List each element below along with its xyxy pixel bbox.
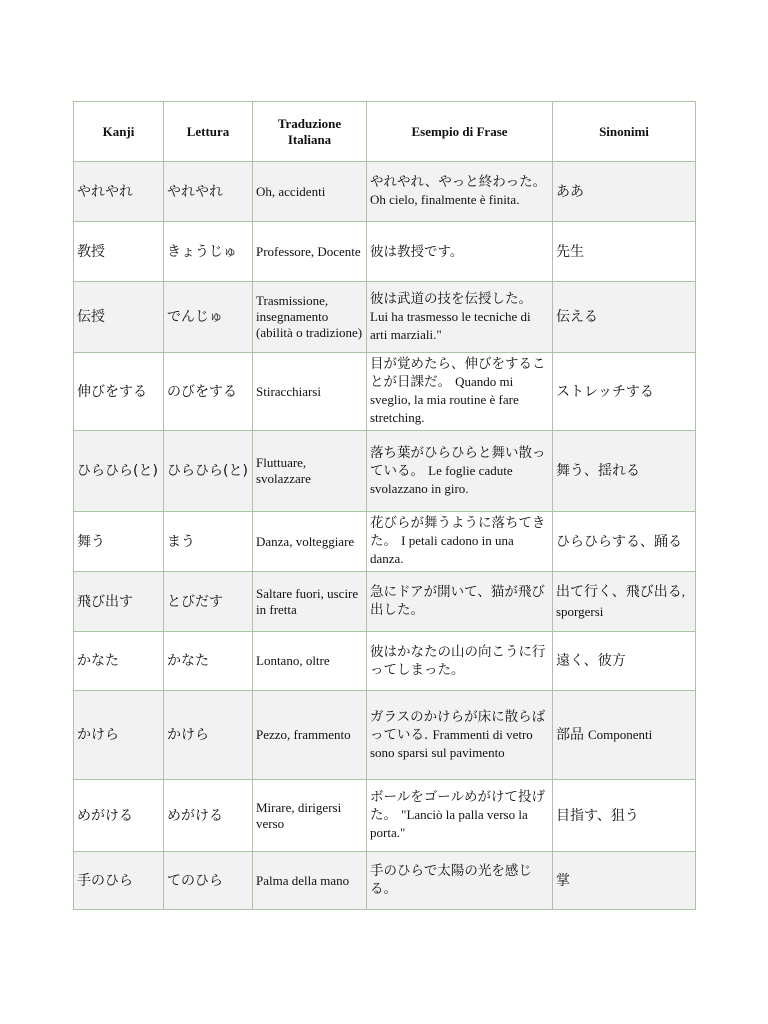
cell-traduzione — [253, 222, 367, 282]
cell-kanji — [74, 162, 164, 222]
esempio-jp-text: ボールをゴールめがけて投げた。 — [370, 789, 545, 823]
lettura-text: とびだす — [167, 593, 223, 610]
cell-lettura — [164, 632, 253, 691]
traduzione-text: Danza, volteggiare — [256, 533, 355, 549]
cell-lettura — [164, 852, 253, 910]
cell-esempio — [367, 852, 553, 910]
kanji-text: 伝授 — [77, 309, 105, 325]
cell-kanji — [74, 691, 164, 780]
kanji-text: 手のひら — [77, 872, 133, 889]
cell-sinonimi — [553, 431, 696, 512]
table-row — [74, 780, 696, 852]
table-row — [74, 852, 696, 910]
cell-traduzione — [253, 852, 367, 910]
cell-esempio — [367, 222, 553, 282]
cell-traduzione — [253, 431, 367, 512]
esempio-jp-text: 落ち葉がひらひらと舞い散っている。 — [370, 444, 546, 479]
traduzione-text: Professore, Docente — [256, 243, 361, 259]
table-row — [74, 162, 696, 222]
cell-kanji — [74, 222, 164, 282]
esempio-jp-text: 花びらが舞うように落ちてきた。 — [370, 515, 546, 549]
cell-traduzione — [253, 282, 367, 353]
cell-kanji — [74, 572, 164, 632]
cell-traduzione — [253, 162, 367, 222]
table-row — [74, 431, 696, 512]
cell-lettura — [164, 691, 253, 780]
esempio-it-text: I petali cadono in una danza. — [370, 533, 514, 566]
esempio-jp-text: 急にドアが開いて、猫が飛び出した。 — [370, 584, 545, 618]
table-row — [74, 572, 696, 632]
esempio-it-text: Le foglie cadute svolazzano in giro. — [370, 462, 513, 496]
cell-esempio — [367, 780, 553, 852]
cell-traduzione — [253, 632, 367, 691]
traduzione-text: Stiracchiarsi — [256, 383, 321, 399]
traduzione-text: Fluttuare, svolazzare — [256, 455, 311, 486]
cell-lettura — [164, 162, 253, 222]
sinonimi-jp-text: ひらひらする、踊る — [556, 533, 682, 550]
sinonimi-jp-text: ストレッチする — [556, 383, 654, 400]
vocabulary-table — [73, 101, 696, 910]
esempio-it-text: Lui ha trasmesso le tecniche di arti marziali." — [370, 308, 531, 342]
cell-esempio — [367, 512, 553, 572]
cell-sinonimi — [553, 780, 696, 852]
sinonimi-jp-text: 舞う、揺れる — [556, 463, 640, 479]
table-row — [74, 222, 696, 282]
kanji-text: やれやれ — [77, 183, 133, 200]
sinonimi-jp-text: 遠く、彼方 — [556, 653, 626, 669]
table-body — [74, 162, 696, 910]
header-sinonimi: Sinonimi — [553, 102, 696, 162]
kanji-text: 教授 — [77, 243, 105, 260]
esempio-jp-text: 手のひらで太陽の光を感じる。 — [370, 863, 532, 897]
table-row — [74, 512, 696, 572]
table-row — [74, 691, 696, 780]
lettura-text: かなた — [167, 653, 209, 669]
sinonimi-it-text: Componenti — [588, 727, 653, 742]
header-lettura: Lettura — [164, 102, 253, 162]
traduzione-text: Oh, accidenti — [256, 183, 326, 199]
kanji-text: かなた — [77, 653, 119, 669]
lettura-text: てのひら — [167, 872, 223, 889]
cell-sinonimi — [553, 691, 696, 780]
cell-lettura — [164, 353, 253, 431]
cell-lettura — [164, 222, 253, 282]
header-esempio: Esempio di Frase — [367, 102, 553, 162]
sinonimi-jp-text: 先生 — [556, 243, 584, 260]
table-row — [74, 353, 696, 431]
sinonimi-jp-text: 掌 — [556, 872, 570, 889]
esempio-jp-text: ガラスのかけらが床に散らばっている. — [370, 708, 546, 743]
traduzione-text: Pezzo, frammento — [256, 727, 351, 742]
traduzione-text: Lontano, oltre — [256, 653, 330, 668]
cell-kanji — [74, 282, 164, 353]
cell-traduzione — [253, 691, 367, 780]
cell-sinonimi — [553, 162, 696, 222]
esempio-it-text: Quando mi sveglio, la mia routine è fare stretching. — [370, 374, 519, 425]
lettura-text: まう — [167, 533, 195, 550]
cell-esempio — [367, 572, 553, 632]
sinonimi-it-text: , sporgersi — [556, 583, 685, 619]
cell-kanji — [74, 632, 164, 691]
header-traduzione: Traduzione Italiana — [253, 102, 367, 162]
kanji-text: 飛び出す — [77, 593, 133, 610]
sinonimi-jp-text: 出て行く、飛び出る — [556, 583, 682, 600]
cell-lettura — [164, 572, 253, 632]
sinonimi-jp-text: 部品 — [556, 727, 584, 743]
traduzione-text: Mirare, dirigersi verso — [256, 799, 342, 831]
cell-esempio — [367, 353, 553, 431]
traduzione-text: Saltare fuori, uscire in fretta — [256, 585, 359, 617]
cell-lettura — [164, 431, 253, 512]
cell-kanji — [74, 780, 164, 852]
esempio-jp-text: 彼は武道の技を伝授した。 — [370, 290, 532, 307]
cell-traduzione — [253, 353, 367, 431]
cell-kanji — [74, 431, 164, 512]
lettura-text: きょうじゅ — [167, 243, 237, 260]
cell-lettura — [164, 512, 253, 572]
esempio-jp-text: 目が覚めたら、伸びをすることが日課だ。 — [370, 356, 546, 390]
table-row — [74, 632, 696, 691]
cell-esempio — [367, 282, 553, 353]
cell-traduzione — [253, 780, 367, 852]
cell-sinonimi — [553, 632, 696, 691]
lettura-text: かけら — [167, 727, 209, 743]
kanji-text: めがける — [77, 807, 133, 824]
header-row — [74, 102, 696, 162]
cell-lettura — [164, 780, 253, 852]
lettura-text: やれやれ — [167, 183, 223, 200]
cell-sinonimi — [553, 572, 696, 632]
sinonimi-jp-text: ああ — [556, 183, 584, 200]
traduzione-text: Trasmissione, insegnamento (abilità o tradizione) — [256, 293, 363, 340]
cell-sinonimi — [553, 222, 696, 282]
kanji-text: 伸びをする — [77, 383, 147, 400]
traduzione-text: Palma della mano — [256, 872, 350, 888]
cell-kanji — [74, 512, 164, 572]
cell-esempio — [367, 632, 553, 691]
esempio-jp-text: 彼はかなたの山の向こうに行ってしまった。 — [370, 643, 546, 678]
cell-kanji — [74, 353, 164, 431]
cell-sinonimi — [553, 282, 696, 353]
esempio-it-text: "Lanciò la palla verso la porta." — [370, 807, 528, 840]
cell-esempio — [367, 691, 553, 780]
cell-sinonimi — [553, 512, 696, 572]
cell-sinonimi — [553, 353, 696, 431]
lettura-text: のびをする — [167, 383, 237, 400]
sinonimi-jp-text: 目指す、狙う — [556, 807, 639, 824]
esempio-jp-text: やれやれ、やっと終わった。 — [370, 174, 547, 190]
lettura-text: めがける — [167, 807, 223, 824]
cell-sinonimi — [553, 852, 696, 910]
esempio-it-text: Oh cielo, finalmente è finita. — [370, 192, 520, 207]
kanji-text: ひらひら(と) — [77, 463, 158, 479]
cell-traduzione — [253, 572, 367, 632]
cell-esempio — [367, 431, 553, 512]
table-row — [74, 282, 696, 353]
sinonimi-jp-text: 伝える — [556, 309, 598, 325]
cell-kanji — [74, 852, 164, 910]
esempio-it-text: Frammenti di vetro sono sparsi sul pavimento — [370, 726, 533, 760]
cell-esempio — [367, 162, 553, 222]
cell-lettura — [164, 282, 253, 353]
kanji-text: 舞う — [77, 533, 105, 550]
lettura-text: ひらひら(と) — [167, 463, 248, 479]
lettura-text: でんじゅ — [167, 309, 223, 325]
cell-traduzione — [253, 512, 367, 572]
header-kanji: Kanji — [74, 102, 164, 162]
esempio-jp-text: 彼は教授です。 — [370, 243, 464, 260]
kanji-text: かけら — [77, 727, 119, 743]
